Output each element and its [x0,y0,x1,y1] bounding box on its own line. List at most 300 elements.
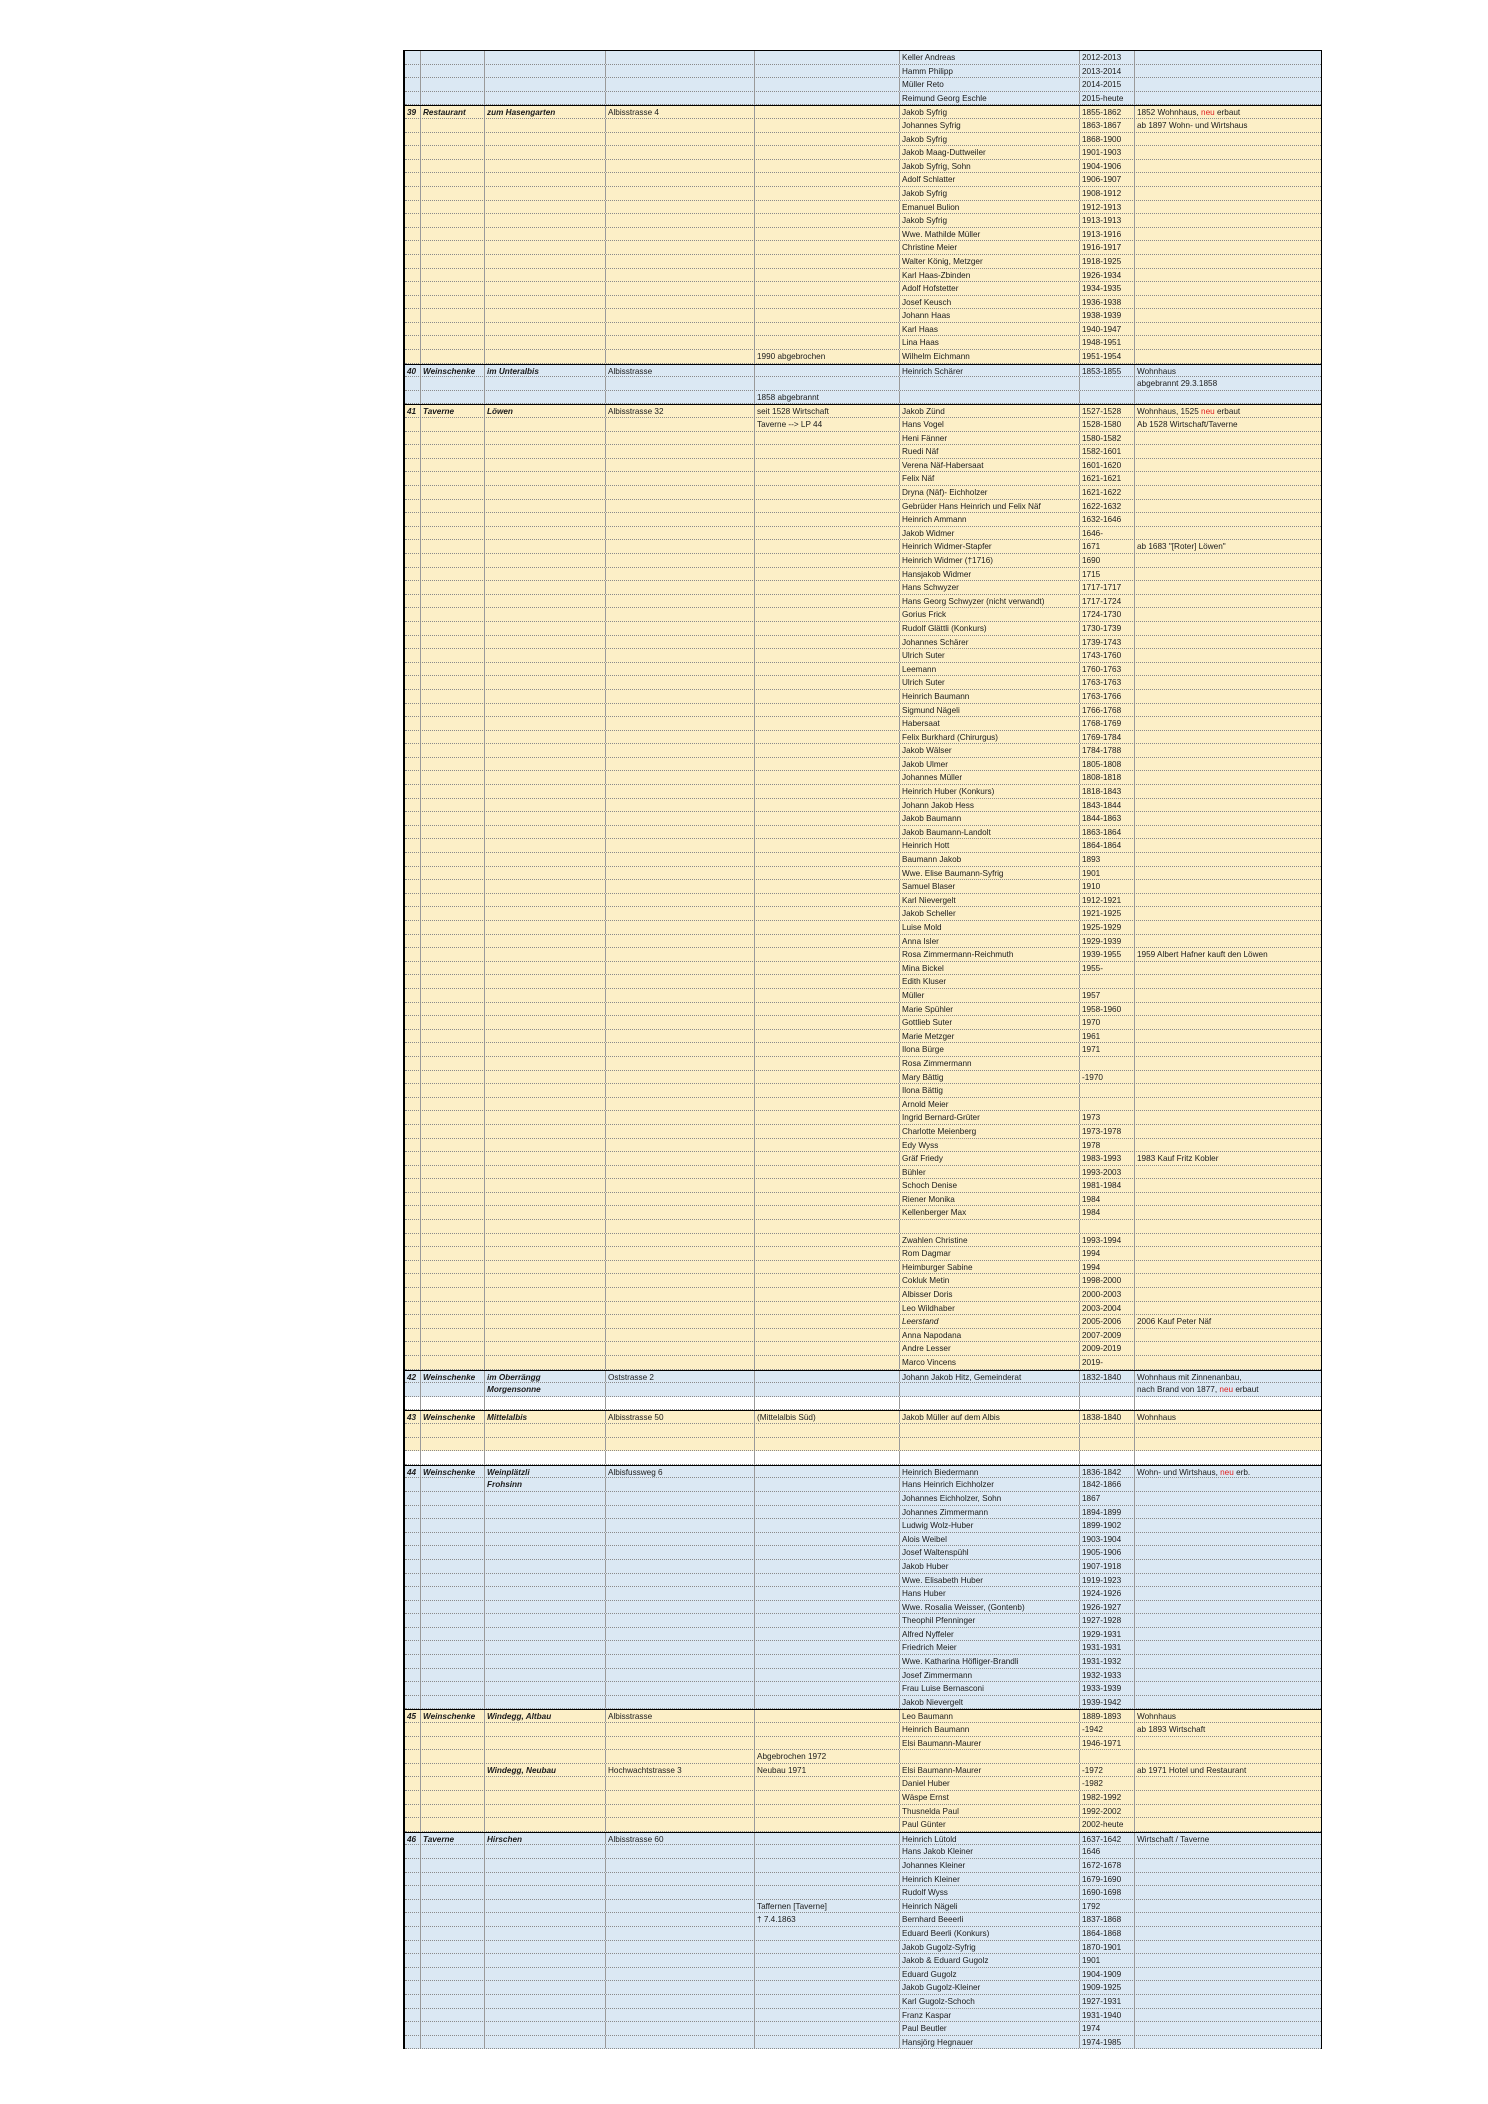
table-row [405,1506,1321,1520]
address-cell [606,717,755,730]
remark-cell [755,1288,900,1301]
remark-cell [755,1560,900,1573]
highlight-new: neu [1201,407,1215,417]
host-cell: Hans Vogel [900,418,1080,431]
address-cell: Albisstrasse 4 [606,106,755,118]
host-cell: Heinrich Widmer (†1716) [900,554,1080,567]
table-row [405,1071,1321,1085]
address-cell [606,595,755,608]
address-cell [606,1941,755,1954]
number-cell [405,133,421,146]
name-cell [485,377,606,390]
remark-cell [755,1995,900,2008]
address-cell [606,540,755,553]
table-row [405,133,1321,147]
host-cell [900,1750,1080,1763]
note-cell [1135,1737,1319,1750]
note-cell [1135,1424,1319,1437]
years-cell: 1646 [1080,1845,1135,1858]
years-cell: 1939-1942 [1080,1696,1135,1709]
name-cell [485,1723,606,1736]
years-cell: 1632-1646 [1080,513,1135,526]
note-cell [1135,500,1319,513]
name-cell [485,1329,606,1342]
years-cell: 1853-1855 [1080,365,1135,377]
number-cell [405,948,421,961]
type-cell [421,581,485,594]
host-cell: Jakob Syfrig [900,214,1080,227]
remark-cell [755,214,900,227]
years-cell: 1993-1994 [1080,1234,1135,1247]
name-cell: Löwen [485,405,606,417]
table-row [405,1845,1321,1859]
name-cell [485,595,606,608]
years-cell: 1893 [1080,853,1135,866]
table-row [405,1315,1321,1329]
name-cell [485,1968,606,1981]
name-cell [485,1886,606,1899]
type-cell [421,1424,485,1437]
type-cell [421,1723,485,1736]
host-cell: Johannes Zimmermann [900,1506,1080,1519]
years-cell: 1717-1717 [1080,581,1135,594]
table-row [405,785,1321,799]
note-cell [1135,1927,1319,1940]
table-row [405,78,1321,92]
remark-cell [755,1492,900,1505]
number-cell [405,228,421,241]
type-cell [421,214,485,227]
number-cell [405,432,421,445]
remark-cell [755,472,900,485]
note-cell [1135,1220,1319,1233]
type-cell [421,595,485,608]
remark-cell [755,608,900,621]
table-row [405,962,1321,976]
name-cell [485,513,606,526]
number-cell [405,1614,421,1627]
note-cell [1135,1614,1319,1627]
name-cell [485,1315,606,1328]
table-row [405,568,1321,582]
name-cell [485,894,606,907]
number-cell [405,989,421,1002]
table-row [405,1560,1321,1574]
name-cell [485,1601,606,1614]
years-cell: 1974-1985 [1080,2036,1135,2049]
remark-cell [755,2036,900,2049]
address-cell [606,676,755,689]
table-row [405,867,1321,881]
address-cell [606,1913,755,1926]
note-cell [1135,1274,1319,1287]
type-cell [421,1288,485,1301]
name-cell [485,731,606,744]
note-cell [1135,1030,1319,1043]
note-cell [1135,975,1319,988]
table-row [405,1261,1321,1275]
name-cell [485,391,606,404]
address-cell [606,1737,755,1750]
number-cell [405,704,421,717]
number-cell [405,744,421,757]
note-cell [1135,554,1319,567]
note-cell [1135,867,1319,880]
table-row [405,1750,1321,1764]
name-cell [485,1777,606,1790]
address-cell [606,1560,755,1573]
host-cell [900,1220,1080,1233]
note-cell [1135,1818,1319,1831]
note-cell [1135,758,1319,771]
type-cell [421,391,485,404]
number-cell [405,812,421,825]
remark-cell [755,1478,900,1491]
type-cell [421,812,485,825]
address-cell [606,1274,755,1287]
remark-cell [755,1071,900,1084]
years-cell: 2009-2019 [1080,1342,1135,1355]
number-cell [405,1261,421,1274]
type-cell [421,146,485,159]
host-cell: Heinrich Hott [900,839,1080,852]
years-cell: 1926-1927 [1080,1601,1135,1614]
address-cell [606,1574,755,1587]
table-row [405,1669,1321,1683]
number-cell [405,880,421,893]
address-cell [606,78,755,91]
type-cell [421,1098,485,1111]
type-cell [421,1451,485,1464]
remark-cell [755,636,900,649]
address-cell [606,513,755,526]
table-row [405,65,1321,79]
table-row [405,404,1321,418]
type-cell [421,1057,485,1070]
address-cell [606,704,755,717]
address-cell [606,241,755,254]
type-cell [421,1003,485,1016]
note-cell [1135,350,1319,363]
years-cell: 2003-2004 [1080,1302,1135,1315]
remark-cell [755,1329,900,1342]
name-cell [485,133,606,146]
type-cell: Weinschenke [421,1466,485,1478]
years-cell: 2014-2015 [1080,78,1135,91]
host-cell: Frau Luise Bernasconi [900,1682,1080,1695]
remark-cell [755,948,900,961]
years-cell: 1808-1818 [1080,771,1135,784]
remark-cell [755,1710,900,1722]
number-cell [405,1179,421,1192]
address-cell: Albisstrasse 60 [606,1833,755,1845]
years-cell: 1903-1904 [1080,1533,1135,1546]
number-cell [405,758,421,771]
years-cell: 1836-1842 [1080,1466,1135,1478]
host-cell: Jakob Gugolz-Kleiner [900,1981,1080,1994]
remark-cell: Abgebrochen 1972 [755,1750,900,1763]
note-cell [1135,744,1319,757]
host-cell: Hans Huber [900,1587,1080,1600]
note-cell [1135,228,1319,241]
number-cell [405,907,421,920]
table-row [405,1016,1321,1030]
address-cell [606,1438,755,1451]
number-cell [405,1519,421,1532]
table-row [405,1478,1321,1492]
address-cell: Oststrasse 2 [606,1371,755,1383]
address-cell [606,1587,755,1600]
number-cell [405,1003,421,1016]
remark-cell [755,568,900,581]
name-cell [485,989,606,1002]
address-cell [606,867,755,880]
note-cell [1135,1451,1319,1464]
number-cell [405,418,421,431]
remark-cell [755,1451,900,1464]
table-row [405,391,1321,405]
type-cell [421,1560,485,1573]
type-cell [421,1193,485,1206]
host-cell: Rudolf Wyss [900,1886,1080,1899]
years-cell: 1690 [1080,554,1135,567]
table-row [405,1981,1321,1995]
remark-cell [755,1506,900,1519]
remark-cell [755,500,900,513]
address-cell [606,1818,755,1831]
table-row [405,731,1321,745]
name-cell [485,867,606,880]
number-cell [405,554,421,567]
table-row [405,1424,1321,1438]
type-cell [421,65,485,78]
type-cell [421,867,485,880]
type-cell [421,1247,485,1260]
remark-cell [755,1016,900,1029]
address-cell [606,269,755,282]
host-cell: Paul Beutler [900,2022,1080,2035]
host-cell: Baumann Jakob [900,853,1080,866]
remark-cell [755,2009,900,2022]
table-row [405,935,1321,949]
years-cell: 1743-1760 [1080,649,1135,662]
note-cell [1135,282,1319,295]
host-cell: Heinrich Ammann [900,513,1080,526]
remark-cell [755,133,900,146]
table-row [405,636,1321,650]
host-cell: Wäspe Ernst [900,1791,1080,1804]
table-row [405,1818,1321,1832]
type-cell [421,1886,485,1899]
name-cell [485,1913,606,1926]
type-cell [421,472,485,485]
note-cell [1135,1043,1319,1056]
host-cell: Bernhard Beeerli [900,1913,1080,1926]
remark-cell: 1990 abgebrochen [755,350,900,363]
number-cell: 43 [405,1411,421,1423]
note-cell [1135,486,1319,499]
name-cell [485,1954,606,1967]
address-cell [606,1166,755,1179]
remark-cell [755,1030,900,1043]
host-cell: Hans Schwyzer [900,581,1080,594]
host-cell: Felix Burkhard (Chirurgus) [900,731,1080,744]
years-cell [1080,1451,1135,1464]
address-cell [606,1206,755,1219]
address-cell [606,880,755,893]
host-cell: Mina Bickel [900,962,1080,975]
note-cell [1135,1247,1319,1260]
type-cell [421,1805,485,1818]
remark-cell [755,1845,900,1858]
years-cell: 1924-1926 [1080,1587,1135,1600]
type-cell [421,2022,485,2035]
note-cell [1135,1478,1319,1491]
table-row [405,540,1321,554]
remark-cell [755,1791,900,1804]
note-cell [1135,1111,1319,1124]
years-cell: 1907-1918 [1080,1560,1135,1573]
note-cell [1135,1234,1319,1247]
years-cell [1080,1084,1135,1097]
number-cell [405,1913,421,1926]
remark-cell [755,269,900,282]
type-cell [421,160,485,173]
number-cell [405,187,421,200]
host-cell: Walter König, Metzger [900,255,1080,268]
host-cell [900,1451,1080,1464]
type-cell [421,1519,485,1532]
name-cell [485,622,606,635]
type-cell [421,1587,485,1600]
remark-cell [755,1193,900,1206]
name-cell [485,1519,606,1532]
note-cell [1135,799,1319,812]
years-cell: 1929-1939 [1080,935,1135,948]
number-cell [405,1478,421,1491]
number-cell [405,2022,421,2035]
name-cell [485,486,606,499]
name-cell [485,1166,606,1179]
note-cell [1135,391,1319,404]
years-cell: 1993-2003 [1080,1166,1135,1179]
years-cell: 1766-1768 [1080,704,1135,717]
name-cell [485,1805,606,1818]
number-cell [405,1397,421,1410]
remark-cell [755,975,900,988]
number-cell [405,1383,421,1396]
years-cell: 1864-1864 [1080,839,1135,852]
host-cell: Jakob Nievergelt [900,1696,1080,1709]
address-cell [606,1995,755,2008]
years-cell: 1724-1730 [1080,608,1135,621]
years-cell: -1982 [1080,1777,1135,1790]
host-cell: Jakob Baumann-Landolt [900,826,1080,839]
note-cell [1135,907,1319,920]
number-cell [405,269,421,282]
note-cell [1135,1397,1319,1410]
name-cell [485,323,606,336]
remark-cell [755,1941,900,1954]
host-cell: Leo Baumann [900,1710,1080,1722]
years-cell: 1958-1960 [1080,1003,1135,1016]
number-cell [405,1506,421,1519]
address-cell [606,92,755,105]
remark-cell [755,282,900,295]
remark-cell [755,540,900,553]
table-row [405,92,1321,106]
note-cell [1135,1641,1319,1654]
type-cell: Weinschenke [421,365,485,377]
number-cell [405,1682,421,1695]
type-cell: Weinschenke [421,1710,485,1722]
years-cell: 2013-2014 [1080,65,1135,78]
number-cell: 45 [405,1710,421,1722]
number-cell [405,1356,421,1369]
address-cell [606,146,755,159]
note-cell [1135,1574,1319,1587]
table-row [405,663,1321,677]
name-cell: Weinplätzli [485,1466,606,1478]
note-cell [1135,92,1319,105]
remark-cell [755,1220,900,1233]
number-cell [405,527,421,540]
years-cell [1080,1098,1135,1111]
name-cell [485,92,606,105]
table-row [405,1438,1321,1452]
table-row [405,146,1321,160]
note-cell: Wohnhaus mit Zinnenanbau, [1137,1372,1242,1382]
highlight-new: neu [1219,1385,1234,1395]
address-cell [606,1111,755,1124]
type-cell [421,1682,485,1695]
years-cell: 1763-1766 [1080,690,1135,703]
type-cell [421,2036,485,2049]
type-cell [421,1261,485,1274]
note-cell [1135,853,1319,866]
name-cell [485,78,606,91]
years-cell [1080,1424,1135,1437]
number-cell [405,160,421,173]
remark-cell [755,513,900,526]
table-row [405,1084,1321,1098]
table-row [405,1329,1321,1343]
table-row [405,1655,1321,1669]
name-cell [485,1873,606,1886]
type-cell [421,1873,485,1886]
address-cell [606,1247,755,1260]
type-cell [421,907,485,920]
highlight-new: neu [1201,108,1215,118]
remark-cell [755,731,900,744]
table-row [405,771,1321,785]
years-cell: 1904-1906 [1080,160,1135,173]
address-cell [606,2022,755,2035]
years-cell: 1527-1528 [1080,405,1135,417]
number-cell [405,255,421,268]
name-cell [485,1451,606,1464]
number-cell [405,799,421,812]
years-cell: 1929-1931 [1080,1628,1135,1641]
number-cell [405,146,421,159]
years-cell: 1528-1580 [1080,418,1135,431]
remark-cell [755,989,900,1002]
years-cell: 1908-1912 [1080,187,1135,200]
number-cell [405,1438,421,1451]
table-row [405,1166,1321,1180]
number-cell [405,214,421,227]
type-cell [421,309,485,322]
